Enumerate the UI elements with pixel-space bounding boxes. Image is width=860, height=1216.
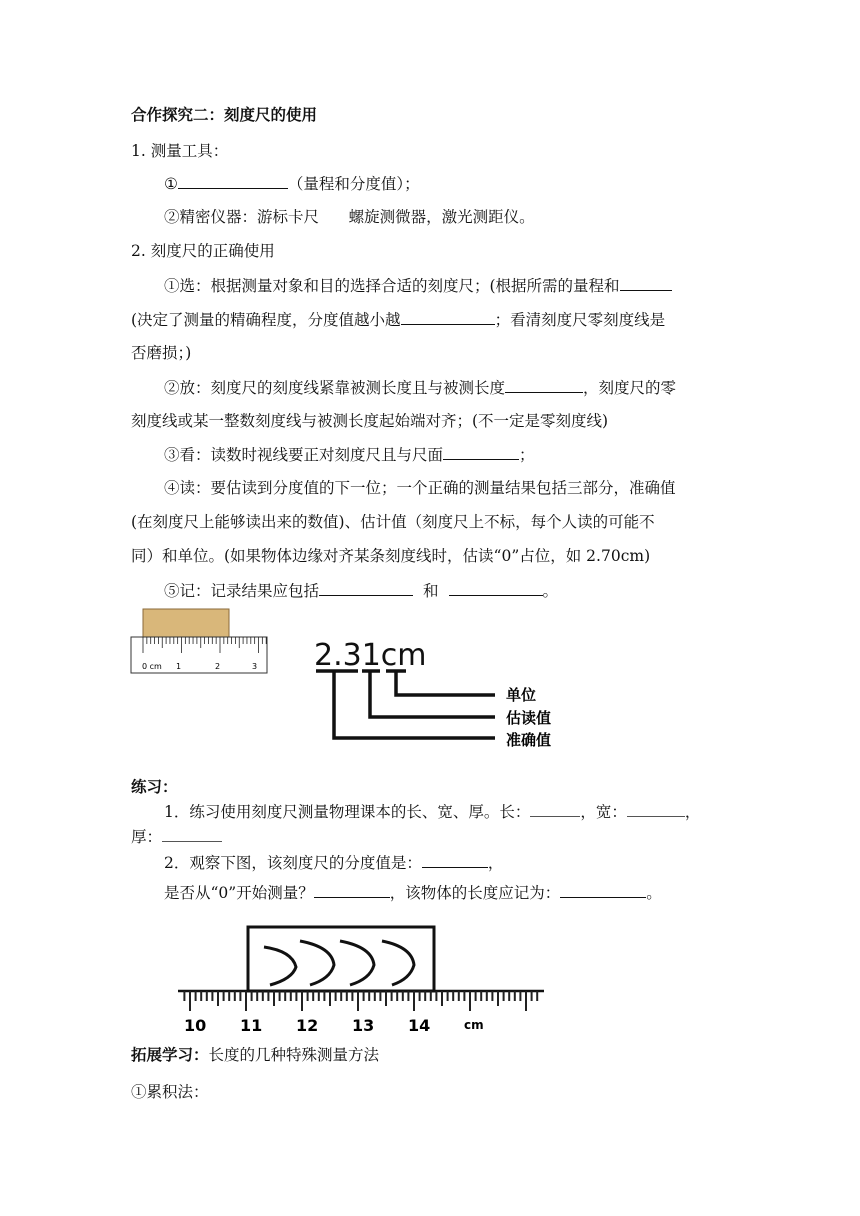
tools-heading: 1. 测量工具： (131, 142, 229, 160)
usage-select-text: ①选：根据测量对象和目的选择合适的刻度尺；(根据所需的量程和 (164, 277, 620, 295)
usage-record-text: 和 (423, 582, 439, 600)
ruler-label: 2 (215, 662, 221, 671)
usage-look-line (164, 443, 535, 466)
annotation-unit: 单位 (506, 686, 537, 704)
reading-brackets (316, 671, 495, 738)
practice-q2-text: 2．观察下图，该刻度尺的分度值是： (164, 854, 422, 872)
usage-read-line-3: 同）和单位。(如果物体边缘对齐某条刻度线时，估读“0”占位，如 2.70cm) (131, 547, 651, 565)
ruler-label: 1 (176, 662, 182, 671)
practice-q1-text: ，宽： (580, 803, 627, 821)
practice-q2-text: ，该物体的长度应记为： (389, 884, 561, 902)
answer-blank[interactable] (443, 443, 519, 460)
ruler-label: 0 cm (142, 662, 162, 671)
ruler-label: 12 (296, 1016, 319, 1035)
tools-item-1-prefix: ① (164, 175, 178, 193)
usage-place-line-1 (164, 376, 676, 399)
practice-q1-line-1 (164, 800, 700, 823)
usage-record-text: ⑤记：记录结果应包括 (164, 582, 320, 600)
practice-q2-line-1 (164, 851, 503, 874)
usage-select-line-1 (164, 274, 672, 297)
answer-blank[interactable] (401, 308, 495, 325)
answer-blank[interactable] (620, 274, 672, 291)
extension-heading (131, 1044, 379, 1066)
answer-blank[interactable] (314, 881, 390, 898)
wooden-block (143, 609, 229, 637)
usage-record-line (164, 579, 558, 602)
answer-blank[interactable] (319, 579, 413, 596)
practice-heading: 练习： (131, 777, 178, 796)
usage-read-line-1: ④读：要估读到分度值的下一位；一个正确的测量结果包括三部分，准确值 (164, 479, 676, 497)
reading-value: 2.31cm (314, 638, 427, 673)
ruler-figure-1 (130, 607, 270, 677)
practice-q2-text: 。 (646, 884, 662, 902)
tools-item-1 (164, 172, 420, 195)
ruler-label: 11 (240, 1016, 263, 1035)
usage-select-line-3: 否磨损；) (131, 344, 192, 362)
annotation-accurate: 准确值 (506, 731, 552, 749)
usage-place-text: ②放：刻度尺的刻度线紧靠被测长度且与被测长度 (164, 379, 506, 397)
usage-heading: 2. 刻度尺的正确使用 (131, 242, 275, 260)
usage-select-line-2 (131, 308, 665, 331)
section-title: 合作探究二：刻度尺的使用 (131, 105, 318, 124)
usage-record-text: 。 (542, 582, 559, 600)
usage-select-text: ；看清刻度尺零刻度线是 (494, 311, 666, 329)
usage-place-text: ，刻度尺的零 (583, 379, 677, 397)
extension-heading-bold: 拓展学习： (131, 1045, 209, 1064)
practice-q1-text: 1．练习使用刻度尺测量物理课本的长、宽、厚。长： (164, 803, 531, 821)
answer-blank[interactable] (505, 376, 583, 393)
usage-select-text: (决定了测量的精确程度，分度值越小越 (131, 311, 401, 329)
measured-object (248, 927, 434, 991)
answer-blank[interactable] (162, 825, 222, 842)
usage-place-line-2: 刻度线或某一整数刻度线与被测长度起始端对齐；(不一定是零刻度线) (131, 412, 609, 430)
extension-heading-text: 长度的几种特殊测量方法 (208, 1046, 380, 1064)
answer-blank[interactable] (560, 881, 646, 898)
annotation-estimated: 估读值 (506, 709, 552, 727)
reading-diagram (310, 635, 570, 755)
practice-q1-text: ， (684, 803, 701, 821)
answer-blank[interactable] (449, 579, 543, 596)
tools-item-2: ②精密仪器：游标卡尺 螺旋测微器，激光测距仪。 (164, 208, 535, 226)
answer-blank[interactable] (178, 172, 288, 189)
ruler-figure-2 (172, 923, 552, 1043)
usage-look-text: ； (519, 446, 535, 464)
ruler-label: 3 (252, 662, 258, 671)
ruler-label: cm (464, 1018, 484, 1032)
ruler-label: 14 (408, 1016, 431, 1035)
practice-q2-text: ， (487, 854, 504, 872)
answer-blank[interactable] (422, 851, 488, 868)
extension-item-1: ①累积法： (131, 1083, 209, 1101)
ruler-label: 10 (184, 1016, 207, 1035)
tools-item-1-suffix: （量程和分度值）； (287, 175, 420, 193)
practice-q2-text: 是否从“0”开始测量？ (164, 884, 314, 902)
usage-look-text: ③看：读数时视线要正对刻度尺且与尺面 (164, 446, 444, 464)
practice-q2-line-2 (164, 881, 662, 904)
answer-blank[interactable] (530, 800, 580, 817)
practice-q1-line-2 (131, 825, 222, 848)
usage-read-line-2: (在刻度尺上能够读出来的数值)、估计值（刻度尺上不标，每个人读的可能不 (131, 513, 655, 531)
answer-blank[interactable] (627, 800, 685, 817)
ruler-ticks (184, 991, 537, 1011)
practice-q1-text: 厚： (131, 828, 163, 846)
ruler-label: 13 (352, 1016, 375, 1035)
